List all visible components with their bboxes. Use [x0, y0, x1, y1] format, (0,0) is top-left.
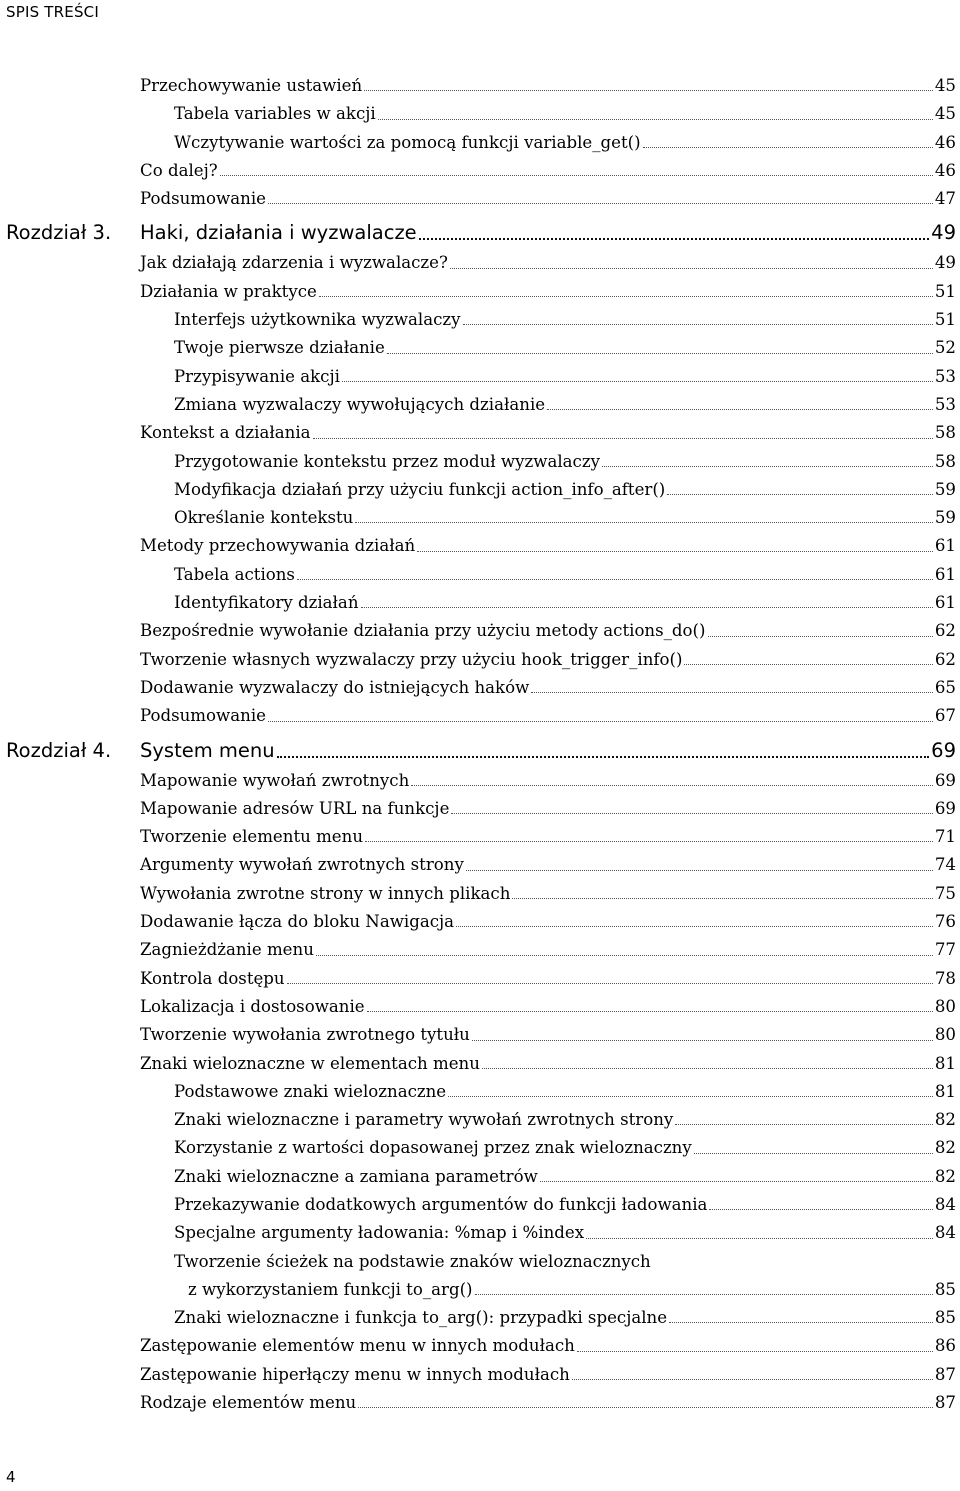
entry-title: Dodawanie łącza do bloku Nawigacja [140, 912, 455, 932]
page-ref: 77 [934, 940, 956, 960]
toc-entry [0, 100, 956, 128]
page-ref: 53 [934, 394, 956, 414]
toc-entry [0, 72, 956, 100]
page-ref: 81 [934, 1053, 956, 1073]
entry-title: Mapowanie wywołań zwrotnych [140, 770, 410, 790]
toc-entry [0, 129, 956, 157]
toc-entry [0, 1276, 956, 1304]
page-ref: 84 [934, 1194, 956, 1214]
dot-leader [355, 521, 933, 523]
dot-leader [319, 295, 933, 297]
toc-entry [0, 1219, 956, 1247]
toc-entry [0, 589, 956, 617]
entry-title: Przygotowanie kontekstu przez moduł wyzwalaczy [174, 451, 600, 471]
dot-leader [297, 578, 933, 580]
toc-entry [0, 532, 956, 560]
dot-leader [456, 925, 933, 927]
dot-leader [572, 1378, 933, 1380]
dot-leader [512, 897, 932, 899]
page-ref: 81 [934, 1081, 956, 1101]
toc-entry [0, 767, 956, 795]
page-ref: 49 [934, 253, 956, 273]
entry-title: Tabela actions [174, 564, 295, 584]
page-ref: 51 [934, 281, 956, 301]
toc-entry [0, 646, 956, 674]
dot-leader [540, 1180, 933, 1182]
chapter-title: Haki, działania i wyzwalacze [140, 221, 417, 245]
dot-leader [268, 720, 933, 722]
dot-leader [342, 380, 933, 382]
running-header: SPIS TREŚCI [6, 3, 99, 21]
entry-title: Modyfikacja działań przy użyciu funkcji action_info_after() [174, 479, 666, 499]
toc-entry [0, 936, 956, 964]
toc-entry [0, 476, 956, 504]
page-ref: 84 [934, 1223, 956, 1243]
toc-entry [0, 795, 956, 823]
dot-leader [694, 1152, 933, 1154]
dot-leader [287, 982, 933, 984]
page-ref: 85 [934, 1308, 956, 1328]
toc-entry [0, 504, 956, 532]
entry-title: Twoje pierwsze działanie [174, 338, 385, 358]
toc-chapter [0, 216, 956, 249]
dot-leader [387, 352, 933, 354]
dot-leader [361, 606, 933, 608]
toc-entry [0, 185, 956, 213]
entry-title: Tworzenie elementu menu [140, 827, 364, 847]
page-ref: 82 [934, 1166, 956, 1186]
toc-entry [0, 1361, 956, 1389]
dot-leader [475, 1293, 933, 1295]
dot-leader [602, 465, 933, 467]
entry-title: Dodawanie wyzwalaczy do istniejących haków [140, 677, 530, 697]
page-ref: 59 [934, 479, 956, 499]
toc-entry [0, 561, 956, 589]
page-ref: 71 [934, 827, 956, 847]
entry-title: Metody przechowywania działań [140, 536, 416, 556]
entry-title: Co dalej? [140, 160, 218, 180]
dot-leader [482, 1067, 933, 1069]
dot-leader [419, 237, 929, 240]
toc-entry [0, 908, 956, 936]
dot-leader [411, 784, 933, 786]
entry-title: Zagnieżdżanie menu [140, 940, 314, 960]
entry-title: Podstawowe znaki wieloznaczne [174, 1081, 447, 1101]
page-ref: 75 [934, 883, 956, 903]
entry-title: Zmiana wyzwalaczy wywołujących działanie [174, 394, 546, 414]
chapter-label: Rozdział 4. [6, 738, 112, 762]
dot-leader [547, 408, 933, 410]
toc-chapter [0, 734, 956, 767]
entry-title: Bezpośrednie wywołanie działania przy użyciu metody actions_do() [140, 621, 706, 641]
entry-title: Znaki wieloznaczne a zamiana parametrów [174, 1166, 538, 1186]
entry-title: Wywołania zwrotne strony w innych plikach [140, 883, 511, 903]
entry-title: Działania w praktyce [140, 281, 317, 301]
dot-leader [675, 1123, 933, 1125]
page-ref: 61 [934, 564, 956, 584]
entry-title: Przechowywanie ustawień [140, 76, 363, 95]
page-ref: 67 [934, 706, 956, 726]
toc-entry [0, 1389, 956, 1417]
page-ref: 52 [934, 338, 956, 358]
toc-entry [0, 993, 956, 1021]
entry-title: Zastępowanie hiperłączy menu w innych modułach [140, 1364, 570, 1384]
dot-leader [367, 1010, 933, 1012]
dot-leader [586, 1237, 933, 1239]
entry-title: Zastępowanie elementów menu w innych modułach [140, 1336, 575, 1356]
dot-leader [358, 1406, 933, 1408]
toc-entry [0, 1191, 956, 1219]
toc-entry [0, 1248, 956, 1276]
page-ref: 65 [934, 677, 956, 697]
toc-entry [0, 1163, 956, 1191]
toc-entry [0, 334, 956, 362]
dot-leader [669, 1321, 933, 1323]
toc-entry [0, 1050, 956, 1078]
toc-entry [0, 1304, 956, 1332]
entry-title: Znaki wieloznaczne w elementach menu [140, 1053, 480, 1073]
toc-entry [0, 391, 956, 419]
dot-leader [378, 118, 933, 120]
page-ref: 85 [934, 1279, 956, 1299]
dot-leader [577, 1350, 933, 1352]
page-ref: 69 [934, 798, 956, 818]
dot-leader [643, 146, 933, 148]
toc-entry [0, 363, 956, 391]
entry-title: Rodzaje elementów menu [140, 1393, 357, 1413]
entry-title: Korzystanie z wartości dopasowanej przez znak wieloznaczny [174, 1138, 692, 1158]
page-ref: 80 [934, 996, 956, 1016]
page-ref: 62 [934, 621, 956, 641]
dot-leader [531, 691, 933, 693]
page-ref: 86 [934, 1336, 956, 1356]
dot-leader [709, 1208, 932, 1210]
entry-title: Tabela variables w akcji [174, 104, 376, 124]
dot-leader [364, 89, 933, 91]
entry-title: Tworzenie własnych wyzwalaczy przy użyciu hook_trigger_info() [140, 649, 683, 669]
page-ref: 47 [934, 189, 956, 209]
dot-leader [313, 437, 933, 439]
dot-leader [466, 869, 933, 871]
toc-entry [0, 1134, 956, 1162]
chapter-label: Rozdział 3. [6, 221, 112, 245]
page-ref: 46 [934, 132, 956, 152]
page-ref: 62 [934, 649, 956, 669]
page-ref: 46 [934, 160, 956, 180]
dot-leader [451, 812, 932, 814]
page-ref: 53 [934, 366, 956, 386]
dot-leader [277, 755, 930, 758]
entry-title: Kontrola dostępu [140, 968, 285, 988]
dot-leader [463, 323, 933, 325]
page-ref: 74 [934, 855, 956, 875]
toc-entry [0, 674, 956, 702]
dot-leader [684, 663, 932, 665]
dot-leader [448, 1095, 933, 1097]
toc-entry [0, 702, 956, 730]
entry-title: Interfejs użytkownika wyzwalaczy [174, 310, 461, 330]
toc-entry [0, 1021, 956, 1049]
entry-title: Mapowanie adresów URL na funkcje [140, 798, 450, 818]
entry-title: Przekazywanie dodatkowych argumentów do funkcji ładowania [174, 1194, 708, 1214]
entry-title: Tworzenie wywołania zwrotnego tytułu [140, 1025, 470, 1045]
page-ref: 58 [934, 423, 956, 443]
dot-leader [268, 202, 933, 204]
page-number: 4 [6, 1468, 16, 1486]
toc-entry [0, 851, 956, 879]
toc-entry [0, 823, 956, 851]
page-ref: 69 [934, 770, 956, 790]
entry-title: Znaki wieloznaczne i parametry wywołań zwrotnych strony [174, 1110, 674, 1130]
page-ref: 49 [931, 221, 956, 245]
page-ref: 61 [934, 593, 956, 613]
toc-entry [0, 448, 956, 476]
chapter-title: System menu [140, 738, 275, 762]
table-of-contents [0, 72, 960, 1417]
page-ref: 58 [934, 451, 956, 471]
entry-title: Kontekst a działania [140, 423, 311, 443]
page-ref: 87 [934, 1393, 956, 1413]
dot-leader [220, 174, 933, 176]
page-ref: 59 [934, 508, 956, 528]
entry-title: Wczytywanie wartości za pomocą funkcji variable_get() [174, 132, 641, 152]
entry-title: Argumenty wywołań zwrotnych strony [140, 855, 464, 875]
entry-title: Znaki wieloznaczne i funkcja to_arg(): przypadki specjalne [174, 1308, 668, 1328]
toc-entry [0, 1078, 956, 1106]
entry-title: Przypisywanie akcji [174, 366, 340, 386]
entry-title: Identyfikatory działań [174, 593, 359, 613]
entry-title: Podsumowanie [140, 189, 266, 209]
toc-entry [0, 1106, 956, 1134]
page-ref: 82 [934, 1138, 956, 1158]
toc-entry [0, 965, 956, 993]
page-ref: 45 [934, 76, 956, 95]
page-ref: 82 [934, 1110, 956, 1130]
entry-title: z wykorzystaniem funkcji to_arg() [188, 1279, 473, 1299]
entry-title: Jak działają zdarzenia i wyzwalacze? [140, 253, 448, 273]
entry-title: Tworzenie ścieżek na podstawie znaków wieloznacznych [174, 1251, 651, 1271]
page-ref: 69 [931, 738, 956, 762]
toc-entry [0, 157, 956, 185]
dot-leader [365, 840, 933, 842]
dot-leader [450, 267, 933, 269]
toc-entry [0, 617, 956, 645]
dot-leader [417, 550, 933, 552]
page-ref: 87 [934, 1364, 956, 1384]
entry-title: Lokalizacja i dostosowanie [140, 996, 365, 1016]
entry-title: Podsumowanie [140, 706, 266, 726]
page-ref: 61 [934, 536, 956, 556]
page-ref: 51 [934, 310, 956, 330]
toc-entry [0, 880, 956, 908]
toc-entry [0, 306, 956, 334]
dot-leader [708, 635, 933, 637]
dot-leader [316, 954, 933, 956]
toc-entry [0, 1332, 956, 1360]
page-ref: 78 [934, 968, 956, 988]
entry-title: Specjalne argumenty ładowania: %map i %index [174, 1223, 585, 1243]
toc-entry [0, 249, 956, 277]
toc-entry [0, 278, 956, 306]
page-ref: 45 [934, 104, 956, 124]
page-ref: 80 [934, 1025, 956, 1045]
dot-leader [472, 1039, 933, 1041]
dot-leader [667, 493, 933, 495]
page-ref: 76 [934, 912, 956, 932]
entry-title: Określanie kontekstu [174, 508, 354, 528]
toc-entry [0, 419, 956, 447]
